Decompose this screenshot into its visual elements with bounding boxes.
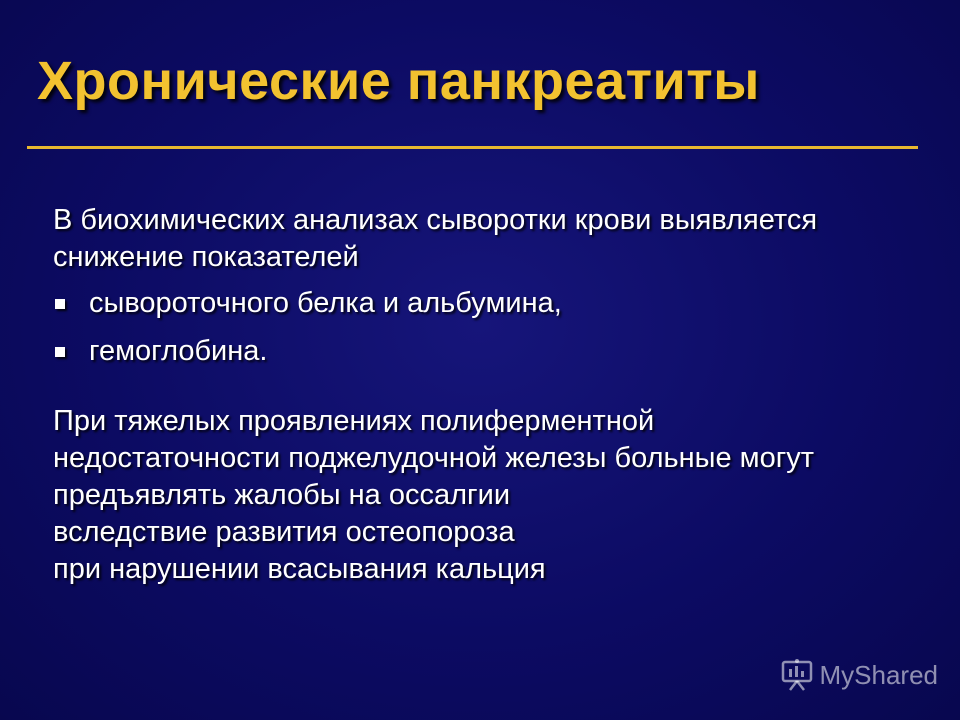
slide-title: Хронические панкреатиты [37,51,760,111]
paragraph-blood-analysis [53,202,943,276]
square-bullet-icon [55,299,65,309]
paragraph-line: В биохимических анализах сыворотки крови выявляется [53,204,818,236]
bullet-item [53,285,943,322]
paragraph-line: При тяжелых проявлениях полиферментной [53,405,655,437]
slide-body [53,202,943,588]
watermark-text: MyShared [819,659,938,690]
bullet-text: гемоглобина. [89,335,268,367]
paragraph-severe-cases [53,403,943,588]
paragraph-line: при нарушении всасывания кальция [53,553,546,585]
bullet-item [53,333,943,370]
bullet-text: сывороточного белка и альбумина, [89,287,562,319]
paragraph-line: предъявлять жалобы на оссалгии [53,479,511,511]
bullet-list [53,285,943,370]
title-divider [27,146,918,149]
square-bullet-icon [55,347,65,357]
presentation-board-icon [780,658,814,692]
paragraph-line: недостаточности поджелудочной железы больные могут [53,442,815,474]
paragraph-line: снижение показателей [53,241,359,273]
watermark [780,658,939,692]
paragraph-line: вследствие развития остеопороза [53,516,515,548]
